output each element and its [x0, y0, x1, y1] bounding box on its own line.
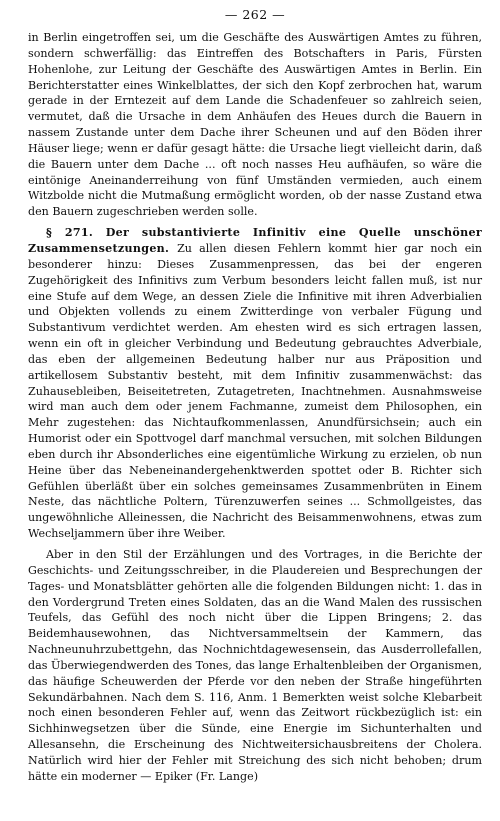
document-page	[28, 6, 482, 785]
page-number: — 262 —	[224, 7, 286, 22]
paragraph-2	[28, 225, 482, 542]
section-heading: § 271. Der substantivierte Infinitiv eine Quelle unschöner Zusammensetzungen.	[28, 226, 482, 255]
paragraph-1	[28, 30, 482, 220]
paragraph-3-text: Aber in den Stil der Erzählungen und des Vortrages, in die Berichte der Geschichts- und Zeitungsschreiber, in die Plaudereien und Besprechungen der Tages- und Monatsblätter gehörten alle die folgenden Bildungen nicht: 1. das in den Vordergrund Treten eines Soldaten, das an die Wand Malen des russischen Teufels, das Gefühl des noch nicht über die Lippen Bringens; 2. das Beidemhausewohnen, das Nichtversammeltsein der Kammern, das Nachneunuhrzubettgehn, das Nochnichtdagewesensein, das Ausderrollefallen, das Überwiegendwerden des Tones, das lange Erhaltenbleiben der Organismen, das häufige Scheuwerden der Pferde vor den neben der Straße hingeführten Sekundärbahnen. Nach dem S. 116, Anm. 1 Bemerkten weist solche Klebarbeit noch einen besonderen Fehler auf, wenn das Zeitwort rückbezüglich ist: ein Sichhinwegsetzen über die Sünde, eine Energie im Sichunterhalten und Allesansehn, die Erscheinung des Nichtweitersichausbreitens der Cholera. Natürlich wird hier der Fehler mit Streichung des sich nicht behoben; drum hätte ein moderner — Epiker (Fr. Lange)	[28, 548, 482, 783]
paragraph-1-text: in Berlin eingetroffen sei, um die Geschäfte des Auswärtigen Amtes zu führen, sondern schwerfällig: das Eintreffen des Botschafters in Paris, Fürsten Hohenlohe, zur Leitung der Geschäfte des Auswärtigen Amtes in Berlin. Ein Berichterstatter eines Winkelblattes, der sich den Kopf zerbrochen hat, warum gerade in der Erntezeit auf dem Lande die Schadenfeuer so zahlreich seien, vermutet, daß die Ursache in dem Anhäufen des Heues durch die Bauern in nassem Zustande unter dem Dache ihrer Scheunen und auf den Böden ihrer Häuser liege; wenn er dafür gesagt hätte: die Ursache liegt vielleicht darin, daß die Bauern unter dem Dache ... oft noch nasses Heu aufhäufen, so wäre die eintönige Aneinanderreihung von fünf Umständen vermieden, auch einem Witzbolde nicht die Mutmaßung ermöglicht worden, ob der nasse Zustand etwa den Bauern zugeschrieben werden solle.	[28, 31, 482, 219]
paragraph-2-text: Zu allen diesen Fehlern kommt hier gar noch ein besonderer hinzu: Dieses Zusammenpressen, das bei der engeren Zugehörigkeit des Infinitivs zum Verbum besonders leicht fallen muß, ist nur eine Stufe auf dem Wege, an dessen Ziele die Infinitive mit ihren Adverbialien und Objekten vollends zu einem Zwitterdinge von verbaler Fügung und Substantivum verdichtet werden. Am ehesten wird es sich ertragen lassen, wenn ein oft in gleicher Verbindung und Bedeutung gebrauchtes Adverbiale, das eben der allgemeinen Bedeutung halber nur aus Präposition und artikellosem Substantiv besteht, mit dem Infinitiv zusammenwächst: das Zuhausebleiben, Beiseitetreten, Zutagetreten, Inachtnehmen. Ausnahmsweise wird man auch dem oder jenem Fachmanne, zumeist dem Philosophen, ein Mehr zugestehen: das Nichtaufkommenlassen, Anundfürsichsein; auch ein Humorist oder ein Spottvogel darf manchmal versuchen, mit solchen Bildungen eben durch ihr Absonderliches eine eigentümliche Wirkung zu erzielen, ob nun Heine über das Nebeneinandergehenktwerden spottet oder B. Richter sich Gefühlen überläßt über ein solches gemeinsames Zusammenbrüten in Einem Neste, das nächtliche Poltern, Türenzuwerfen seines ... Schmollgeistes, das ungewöhnliche Alleinessen, die Nachricht des Beisammenwohnens, etwas zum Wechseljammern über ihre Weiber.	[28, 241, 482, 541]
paragraph-3	[28, 547, 482, 785]
